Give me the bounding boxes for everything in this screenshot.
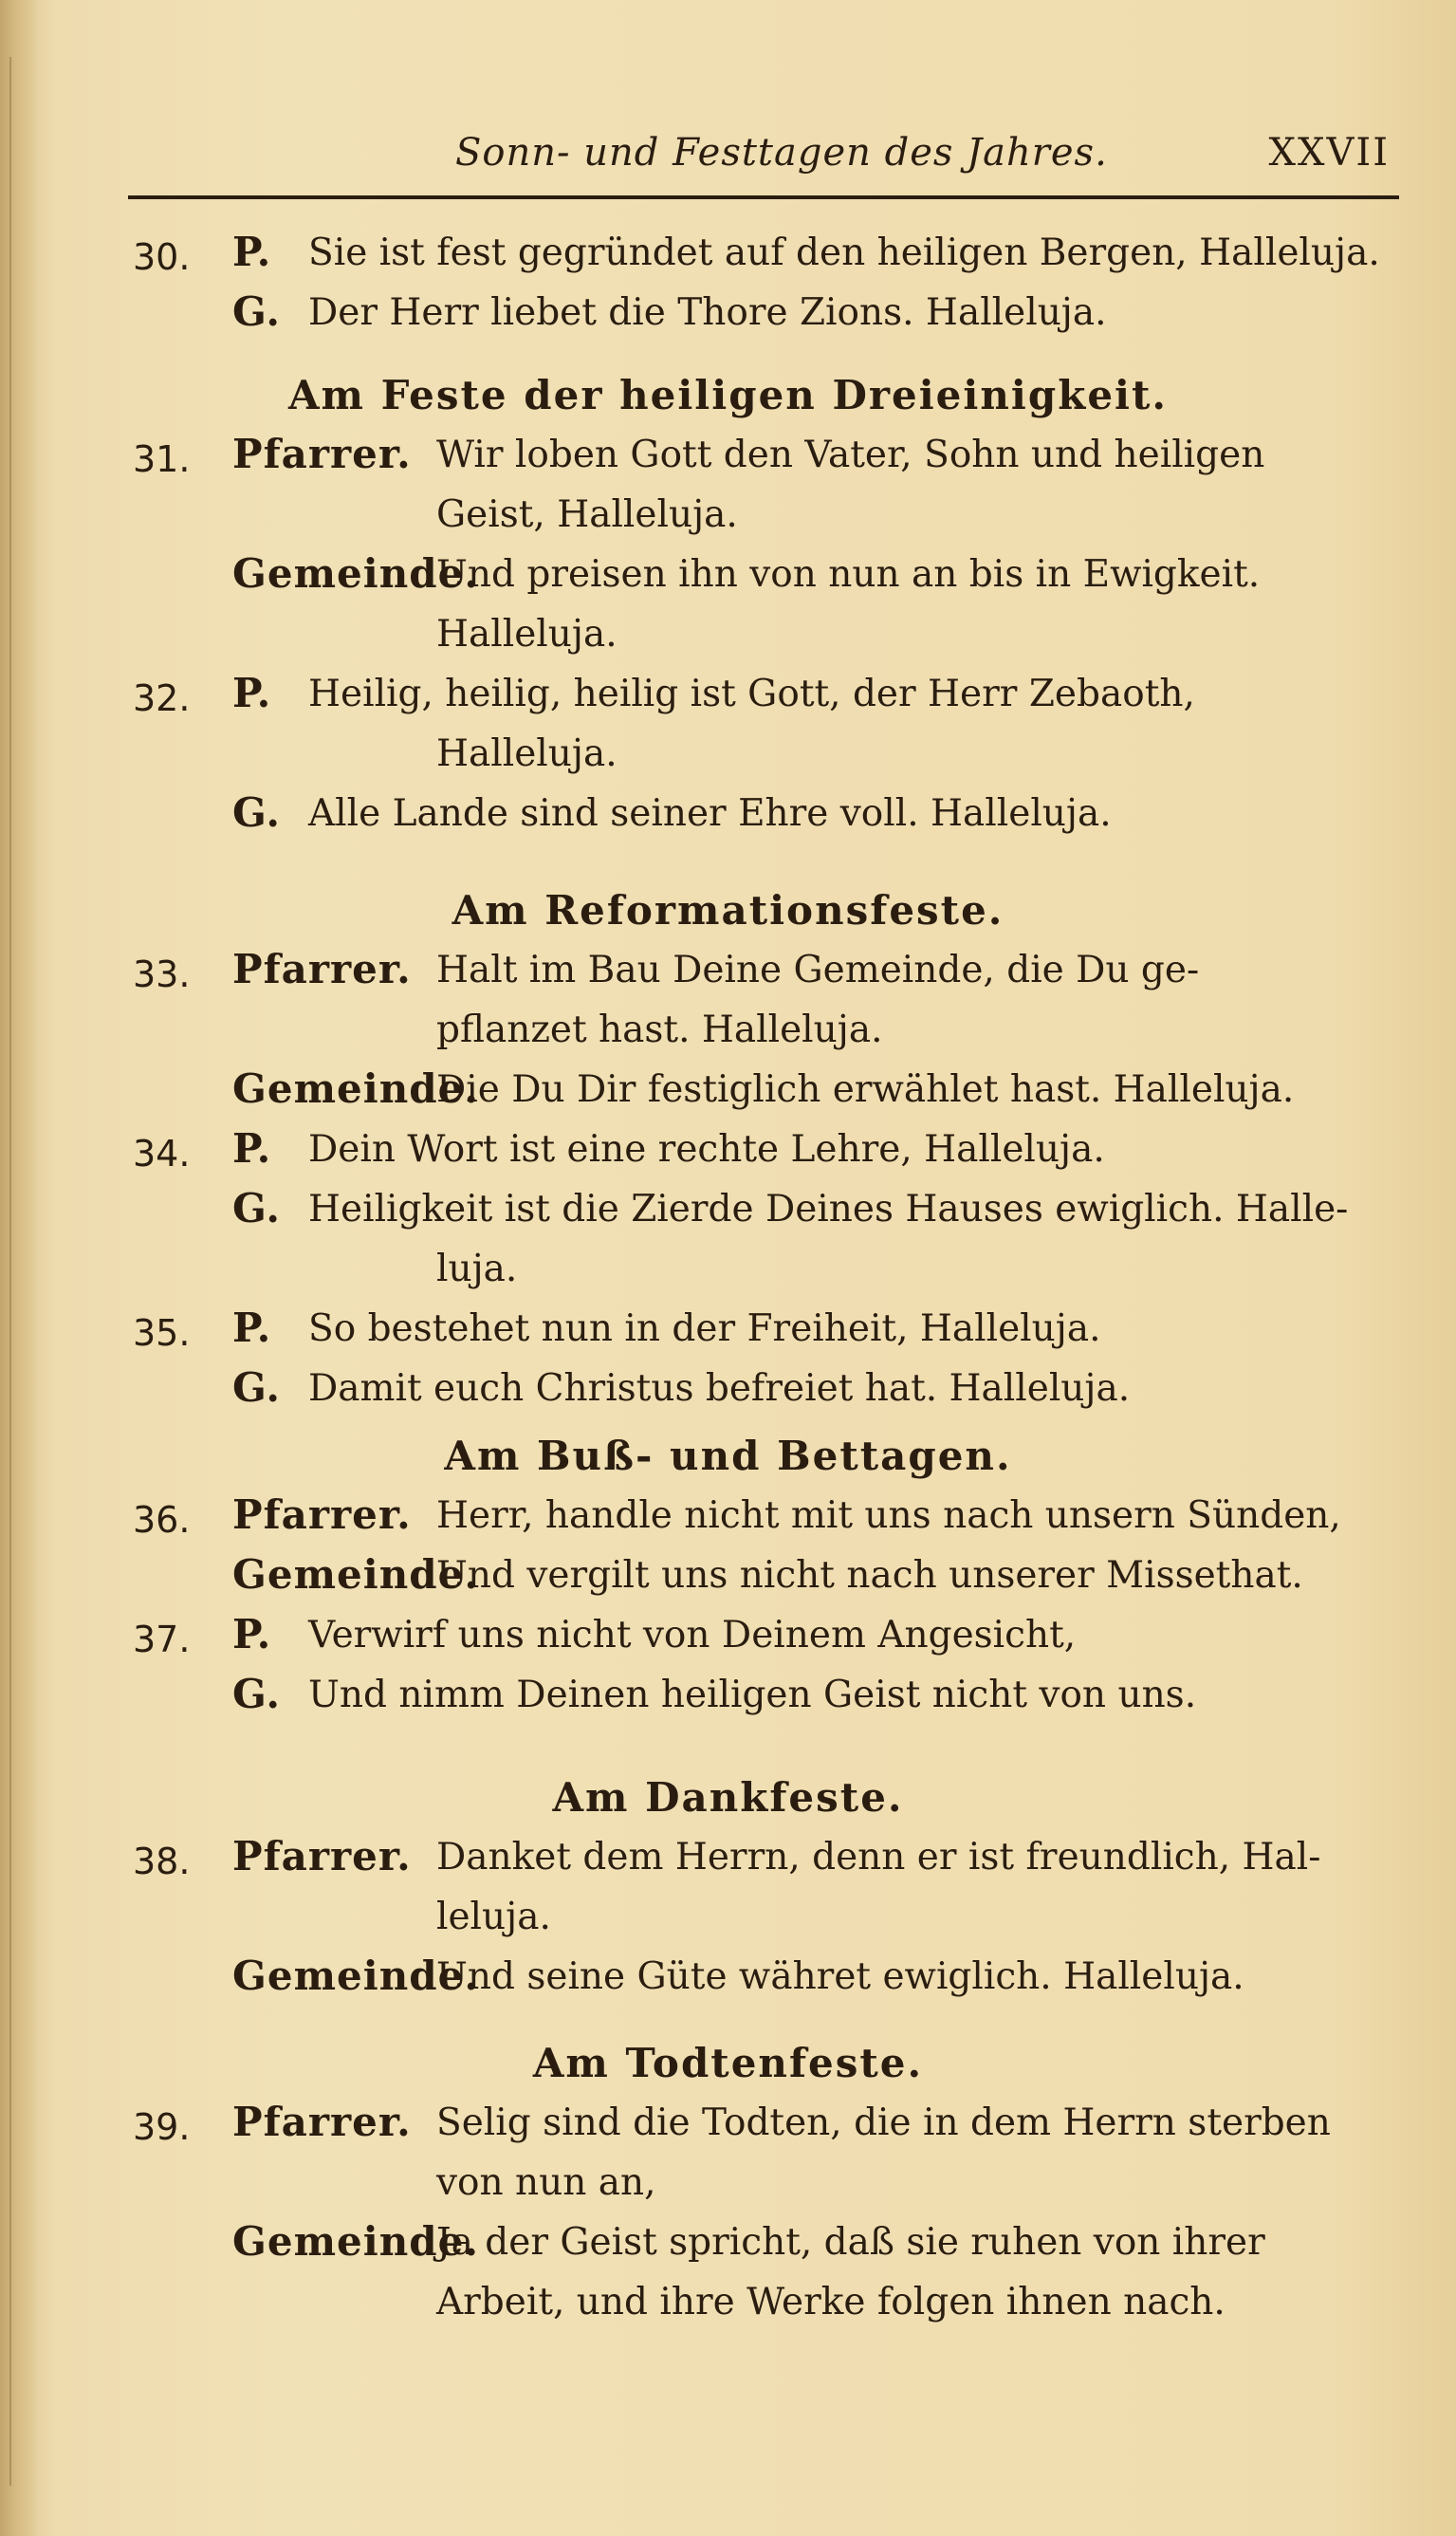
section-heading: Am Buß- und Bettagen. bbox=[444, 1433, 1012, 1479]
liturgy-text: Wir loben Gott den Vater, Sohn und heiligen bbox=[436, 434, 1265, 476]
speaker-label: G. bbox=[232, 1185, 281, 1231]
speaker-label: Pfarrer. bbox=[232, 946, 412, 992]
speaker-label: P. bbox=[232, 670, 272, 716]
liturgy-text: Ja der Geist spricht, daß sie ruhen von ihrer bbox=[436, 2221, 1265, 2264]
header-rule bbox=[128, 195, 1399, 199]
liturgy-text-continued: pflanzet hast. Halleluja. bbox=[436, 1009, 883, 1051]
speaker-label: Pfarrer. bbox=[232, 1491, 412, 1538]
liturgy-text: Verwirf uns nicht von Deinem Angesicht, bbox=[308, 1614, 1077, 1657]
liturgy-text: Und nimm Deinen heiligen Geist nicht von uns. bbox=[308, 1674, 1197, 1716]
liturgy-text: Herr, handle nicht mit uns nach unsern Sünden, bbox=[436, 1494, 1341, 1537]
liturgy-text: So bestehet nun in der Freiheit, Halleluja. bbox=[308, 1307, 1101, 1350]
liturgy-text-continued: von nun an, bbox=[436, 2161, 656, 2204]
liturgy-text: Der Herr liebet die Thore Zions. Halleluja. bbox=[308, 291, 1107, 334]
liturgy-text-continued: Halleluja. bbox=[436, 732, 617, 775]
speaker-label: Pfarrer. bbox=[232, 2099, 412, 2145]
page-number: XXVII bbox=[1268, 131, 1390, 175]
verse-number: 39. bbox=[133, 2106, 191, 2148]
liturgy-text: Damit euch Christus befreiet hat. Halleluja. bbox=[308, 1367, 1131, 1410]
speaker-label: Pfarrer. bbox=[232, 1833, 412, 1879]
liturgy-text: Heiligkeit ist die Zierde Deines Hauses ewiglich. Halle- bbox=[308, 1188, 1349, 1231]
speaker-label: Gemeinde. bbox=[232, 1065, 479, 1112]
speaker-label: P. bbox=[232, 1305, 272, 1351]
speaker-label: P. bbox=[232, 1611, 272, 1657]
verse-number: 38. bbox=[133, 1841, 191, 1882]
verse-number: 36. bbox=[133, 1499, 191, 1541]
verse-number: 32. bbox=[133, 677, 191, 719]
verse-number: 33. bbox=[133, 953, 191, 995]
liturgy-text: Und vergilt uns nicht nach unserer Missethat. bbox=[436, 1554, 1303, 1597]
liturgy-text: Danket dem Herrn, denn er ist freundlich, Hal- bbox=[436, 1836, 1321, 1879]
section-heading: Am Todtenfeste. bbox=[532, 2040, 924, 2086]
liturgy-text: Sie ist fest gegründet auf den heiligen Bergen, Halleluja. bbox=[308, 231, 1380, 274]
liturgy-text-continued: Arbeit, und ihre Werke folgen ihnen nach. bbox=[436, 2281, 1226, 2323]
liturgy-text: Halt im Bau Deine Gemeinde, die Du ge- bbox=[436, 949, 1200, 991]
liturgy-text-continued: Halleluja. bbox=[436, 613, 617, 656]
liturgy-text: Und seine Güte währet ewiglich. Halleluja. bbox=[436, 1955, 1244, 1998]
liturgy-text: Die Du Dir festiglich erwählet hast. Halleluja. bbox=[436, 1068, 1295, 1111]
liturgy-text: Und preisen ihn von nun an bis in Ewigkeit. bbox=[436, 553, 1261, 596]
verse-number: 35. bbox=[133, 1312, 191, 1354]
speaker-label: G. bbox=[232, 1364, 281, 1411]
speaker-label: P. bbox=[232, 229, 272, 275]
liturgy-text-continued: luja. bbox=[436, 1248, 518, 1290]
liturgy-text-continued: leluja. bbox=[436, 1896, 551, 1938]
speaker-label: G. bbox=[232, 1671, 281, 1717]
verse-number: 34. bbox=[133, 1133, 191, 1175]
speaker-label: G. bbox=[232, 288, 281, 335]
section-heading: Am Feste der heiligen Dreieinigkeit. bbox=[287, 372, 1169, 418]
running-head: Sonn- und Festtagen des Jahres. bbox=[455, 131, 1108, 175]
verse-number: 30. bbox=[133, 236, 191, 278]
page-header bbox=[190, 131, 1390, 188]
verse-number: 37. bbox=[133, 1619, 191, 1660]
speaker-label: P. bbox=[232, 1125, 272, 1172]
liturgy-text: Heilig, heilig, heilig ist Gott, der Herr Zebaoth, bbox=[308, 673, 1195, 715]
speaker-label: Gemeinde. bbox=[232, 2218, 479, 2265]
binding-crease bbox=[9, 57, 11, 2486]
speaker-label: Gemeinde. bbox=[232, 550, 479, 597]
speaker-label: G. bbox=[232, 789, 281, 836]
liturgy-text-continued: Geist, Halleluja. bbox=[436, 493, 738, 536]
speaker-label: Pfarrer. bbox=[232, 431, 412, 477]
speaker-label: Gemeinde. bbox=[232, 1551, 479, 1598]
speaker-label: Gemeinde. bbox=[232, 1953, 479, 1999]
section-heading: Am Dankfeste. bbox=[552, 1774, 904, 1821]
section-heading: Am Reformationsfeste. bbox=[452, 887, 1004, 934]
liturgy-text: Selig sind die Todten, die in dem Herrn sterben bbox=[436, 2101, 1331, 2144]
liturgy-text: Alle Lande sind seiner Ehre voll. Halleluja. bbox=[308, 792, 1112, 835]
verse-number: 31. bbox=[133, 438, 191, 480]
liturgy-text: Dein Wort ist eine rechte Lehre, Halleluja. bbox=[308, 1128, 1105, 1171]
